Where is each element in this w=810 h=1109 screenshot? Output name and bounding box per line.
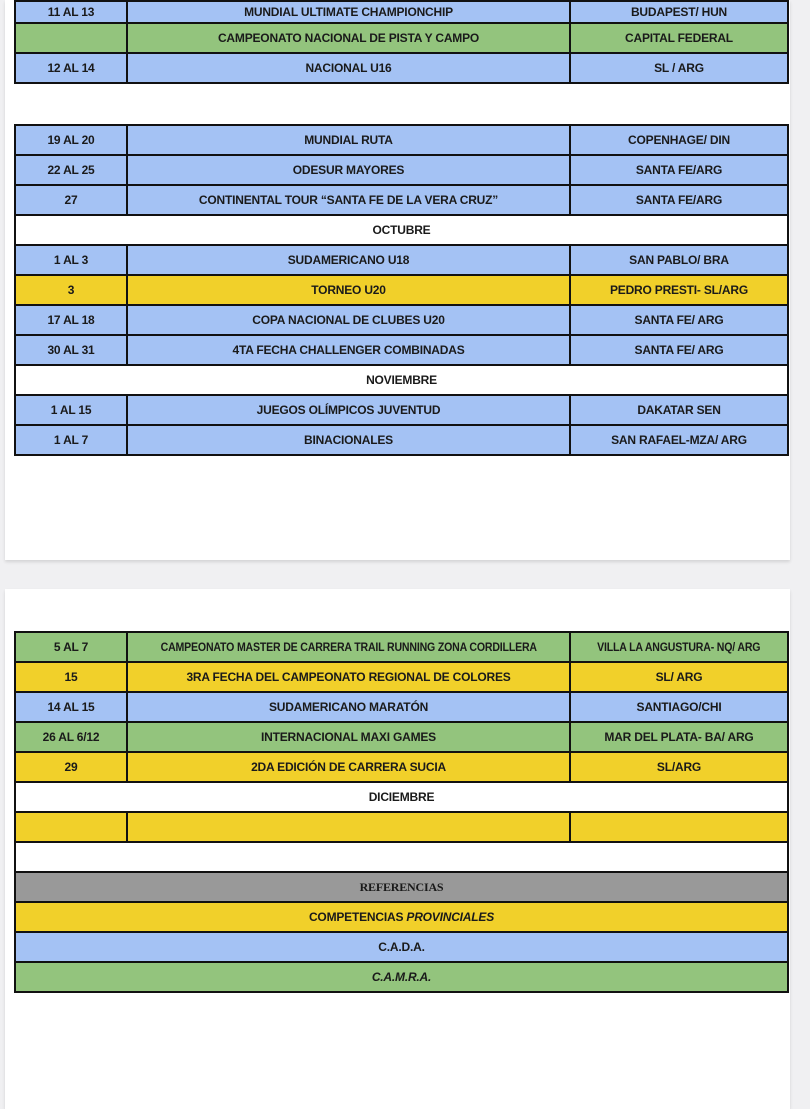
- date-cell: 17 AL 18: [15, 305, 127, 335]
- blank-row: [15, 842, 788, 872]
- date-cell: 1 AL 3: [15, 245, 127, 275]
- table-row: [15, 305, 788, 335]
- table-row: [15, 632, 788, 662]
- table-row: [15, 425, 788, 455]
- schedule-table-page2: [14, 631, 789, 993]
- event-cell: CAMPEONATO NACIONAL DE PISTA Y CAMPO: [127, 23, 570, 53]
- table-row: [15, 752, 788, 782]
- table-row: [15, 53, 788, 83]
- date-cell: 3: [15, 275, 127, 305]
- reference-camra-cell: [15, 962, 788, 992]
- event-cell: MUNDIAL ULTIMATE CHAMPIONCHIP: [127, 1, 570, 23]
- document-page-1: [5, 0, 790, 560]
- event-cell: SUDAMERICANO U18: [127, 245, 570, 275]
- schedule-table-main: [14, 124, 789, 456]
- reference-row-provincial: [15, 902, 788, 932]
- reference-provincial-cell: [15, 902, 788, 932]
- document-page-2: [5, 589, 790, 1109]
- place-text: VILLA LA ANGUSTURA- NQ/ ARG: [597, 640, 761, 654]
- date-cell: [15, 812, 127, 842]
- date-cell: 5 AL 7: [15, 632, 127, 662]
- place-cell: SANTA FE/ARG: [570, 155, 788, 185]
- date-cell: 30 AL 31: [15, 335, 127, 365]
- place-cell: COPENHAGE/ DIN: [570, 125, 788, 155]
- place-cell: SANTA FE/ARG: [570, 185, 788, 215]
- month-header-row: [15, 365, 788, 395]
- date-cell: 27: [15, 185, 127, 215]
- reference-provincial-italic: PROVINCIALES: [406, 910, 495, 924]
- event-cell: [127, 812, 570, 842]
- place-cell: SANTA FE/ ARG: [570, 335, 788, 365]
- reference-row-camra: [15, 962, 788, 992]
- place-cell: SL/ARG: [570, 752, 788, 782]
- table-row: [15, 662, 788, 692]
- reference-row-cada: [15, 932, 788, 962]
- date-cell: 15: [15, 662, 127, 692]
- event-cell: SUDAMERICANO MARATÓN: [127, 692, 570, 722]
- date-cell: 1 AL 15: [15, 395, 127, 425]
- reference-cada-cell: C.A.D.A.: [15, 932, 788, 962]
- references-header-row: [15, 872, 788, 902]
- date-cell: 11 AL 13: [15, 1, 127, 23]
- place-cell: SL / ARG: [570, 53, 788, 83]
- blank-cell: [15, 842, 788, 872]
- date-cell: 19 AL 20: [15, 125, 127, 155]
- place-cell: BUDAPEST/ HUN: [570, 1, 788, 23]
- event-cell: 4TA FECHA CHALLENGER COMBINADAS: [127, 335, 570, 365]
- table-row: [15, 812, 788, 842]
- event-cell: ODESUR MAYORES: [127, 155, 570, 185]
- month-header-row: [15, 215, 788, 245]
- date-cell: 22 AL 25: [15, 155, 127, 185]
- table-row: [15, 1, 788, 23]
- event-cell: [127, 632, 570, 662]
- place-cell: DAKATAR SEN: [570, 395, 788, 425]
- table-row: [15, 335, 788, 365]
- event-text: CAMPEONATO MASTER DE CARRERA TRAIL RUNNING ZONA CORDILLERA: [160, 640, 537, 654]
- schedule-table-top: [14, 0, 789, 84]
- date-cell: 26 AL 6/12: [15, 722, 127, 752]
- event-cell: CONTINENTAL TOUR “SANTA FE DE LA VERA CRUZ”: [127, 185, 570, 215]
- place-cell: [570, 812, 788, 842]
- table-row: [15, 23, 788, 53]
- event-cell: NACIONAL U16: [127, 53, 570, 83]
- month-header-row: [15, 782, 788, 812]
- place-cell: SANTIAGO/CHI: [570, 692, 788, 722]
- table-row: [15, 395, 788, 425]
- table-row: [15, 722, 788, 752]
- event-cell: 3RA FECHA DEL CAMPEONATO REGIONAL DE COLORES: [127, 662, 570, 692]
- event-cell: COPA NACIONAL DE CLUBES U20: [127, 305, 570, 335]
- table-row: [15, 275, 788, 305]
- table-row: [15, 125, 788, 155]
- date-cell: [15, 23, 127, 53]
- date-cell: 12 AL 14: [15, 53, 127, 83]
- place-cell: PEDRO PRESTI- SL/ARG: [570, 275, 788, 305]
- place-cell: SANTA FE/ ARG: [570, 305, 788, 335]
- place-cell: CAPITAL FEDERAL: [570, 23, 788, 53]
- month-label-octubre: OCTUBRE: [15, 215, 788, 245]
- place-cell: MAR DEL PLATA- BA/ ARG: [570, 722, 788, 752]
- place-cell: SAN RAFAEL-MZA/ ARG: [570, 425, 788, 455]
- event-cell: MUNDIAL RUTA: [127, 125, 570, 155]
- event-cell: TORNEO U20: [127, 275, 570, 305]
- table-row: [15, 185, 788, 215]
- month-label-diciembre: DICIEMBRE: [15, 782, 788, 812]
- table-row: [15, 155, 788, 185]
- date-cell: 29: [15, 752, 127, 782]
- date-cell: 14 AL 15: [15, 692, 127, 722]
- date-cell: 1 AL 7: [15, 425, 127, 455]
- place-cell: SL/ ARG: [570, 662, 788, 692]
- event-cell: 2DA EDICIÓN DE CARRERA SUCIA: [127, 752, 570, 782]
- table-row: [15, 692, 788, 722]
- month-label-noviembre: NOVIEMBRE: [15, 365, 788, 395]
- event-cell: JUEGOS OLÍMPICOS JUVENTUD: [127, 395, 570, 425]
- event-cell: BINACIONALES: [127, 425, 570, 455]
- event-cell: INTERNACIONAL MAXI GAMES: [127, 722, 570, 752]
- reference-provincial-prefix: COMPETENCIAS: [308, 910, 407, 924]
- place-cell: [570, 632, 788, 662]
- references-title: REFERENCIAS: [15, 872, 788, 902]
- place-cell: SAN PABLO/ BRA: [570, 245, 788, 275]
- table-row: [15, 245, 788, 275]
- reference-camra-text: C.A.M.R.A.: [371, 970, 432, 984]
